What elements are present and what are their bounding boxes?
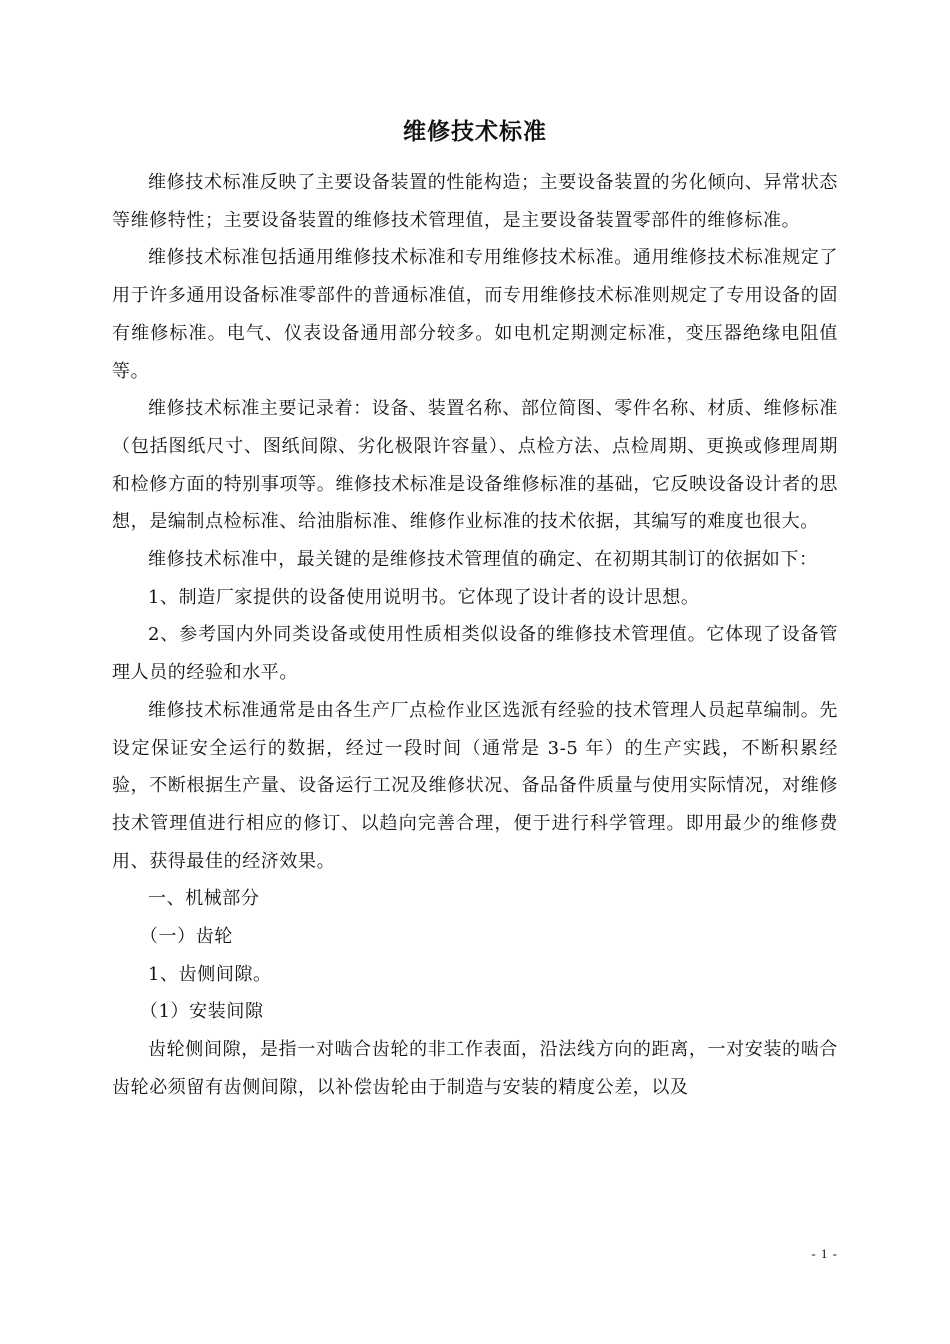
document-title: 维修技术标准	[403, 119, 547, 145]
subsection-item: （1）安装间隙	[139, 1001, 264, 1023]
document-body	[112, 164, 838, 1107]
paragraph: 齿轮侧间隙，是指一对啮合齿轮的非工作表面，沿法线方向的距离，一对安装的啮合齿轮必须留有齿侧间隙，以补偿齿轮由于制造与安装的精度公差，以及	[112, 1039, 838, 1098]
paragraph: 维修技术标准反映了主要设备装置的性能构造；主要设备装置的劣化倾向、异常状态等维修特性；主要设备装置的维修技术管理值，是主要设备装置零部件的维修标准。	[112, 172, 838, 231]
subsection-item: 1、齿侧间隙。	[148, 963, 272, 985]
section-heading: 一、机械部分	[148, 888, 260, 910]
list-item: 2、参考国内外同类设备或使用性质相类似设备的维修技术管理值。它体现了设备管理人员的经验和水平。	[112, 624, 838, 684]
list-item: 1、制造厂家提供的设备使用说明书。它体现了设计者的设计思想。	[148, 586, 700, 608]
paragraph: 维修技术标准包括通用维修技术标准和专用维修技术标准。通用维修技术标准规定了用于许多通用设备标准零部件的普通标准值，而专用维修技术标准则规定了专用设备的固有维修标准。电气、仪表设备通用部分较多。如电机定期测定标准，变压器绝缘电阻值等。	[112, 247, 838, 382]
subsection-heading: （一）齿轮	[139, 926, 233, 948]
paragraph: 维修技术标准主要记录着：设备、装置名称、部位简图、零件名称、材质、维修标准（包括图纸尺寸、图纸间隙、劣化极限许容量）、点检方法、点检周期、更换或修理周期和检修方面的特别事项等。维修技术标准是设备维修标准的基础，它反映设备设计者的思想，是编制点检标准、给油脂标准、维修作业标准的技术依据，其编写的难度也很大。	[112, 398, 838, 533]
page-number: - 1 -	[811, 1246, 838, 1261]
paragraph: 维修技术标准通常是由各生产厂点检作业区选派有经验的技术管理人员起草编制。先设定保证安全运行的数据，经过一段时间（通常是 3-5 年）的生产实践，不断积累经验，不断根据生产量、设备运行工况及维修状况、备品备件质量与使用实际情况，对维修技术管理值进行相应的修订、以趋向完善合理，便于进行科学管理。即用最少的维修费用、获得最佳的经济效果。	[112, 699, 838, 872]
paragraph: 维修技术标准中，最关键的是维修技术管理值的确定、在初期其制订的依据如下：	[148, 549, 818, 571]
